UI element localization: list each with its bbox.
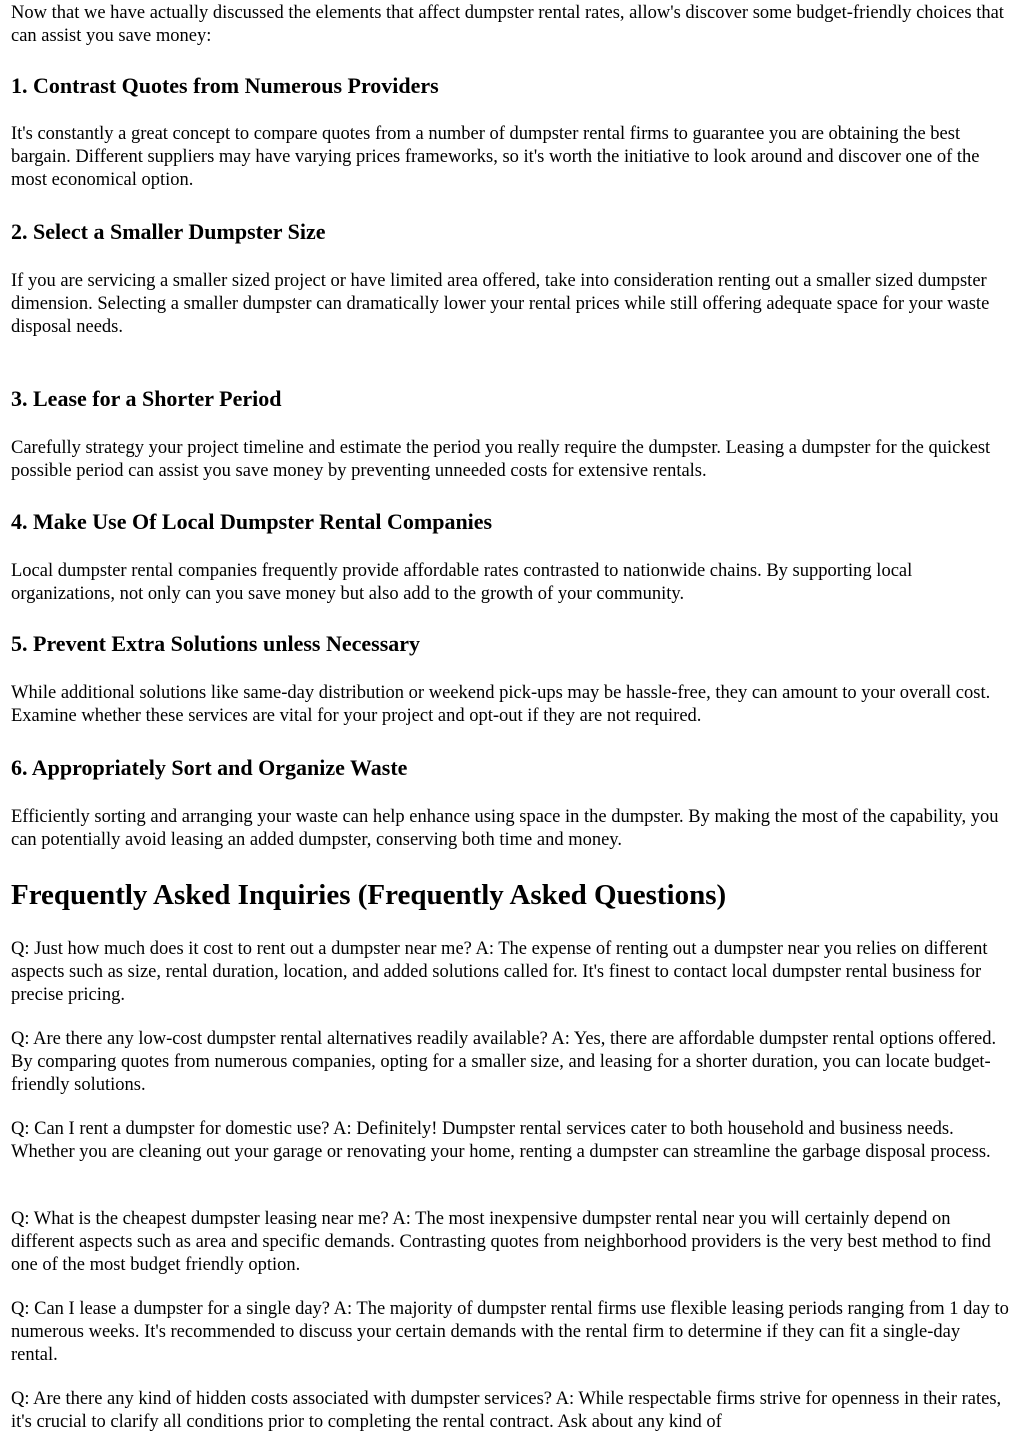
intro-paragraph: Now that we have actually discussed the elements that affect dumpster rental rates, allow's discover some budget-friendly choices that can assist you save money:	[11, 3, 1004, 47]
faq-item-4: Q: What is the cheapest dumpster leasing near me? A: The most inexpensive dumpster rental near you will certainly depend on different aspects such as area and specific demands. Contrasting quotes from neighborhood providers is the very best method to find one of the most budget friendly option.	[11, 1209, 991, 1276]
tip-5-body: While additional solutions like same-day distribution or weekend pick-ups may be hassle-free, they can amount to your overall cost. Examine whether these services are vital for your project and opt-out if they are not required.	[11, 683, 991, 727]
tip-6-body: Efficiently sorting and arranging your waste can help enhance using space in the dumpster. By making the most of the capability, you can potentially avoid leasing an added dumpster, conserving both time and money.	[11, 807, 999, 851]
tip-2-body: If you are servicing a smaller sized project or have limited area offered, take into consideration renting out a smaller sized dumpster dimension. Selecting a smaller dumpster can dramatically lower your rental prices while still offering adequate space for your waste disposal needs.	[11, 271, 990, 338]
faq-item-3: Q: Can I rent a dumpster for domestic use? A: Definitely! Dumpster rental services cater to both household and business needs. Whether you are cleaning out your garage or renovating your home, renting a dumpster can streamline the garbage disposal process.	[11, 1119, 991, 1163]
tip-5-heading: 5. Prevent Extra Solutions unless Necessary	[11, 631, 421, 656]
tip-4-heading: 4. Make Use Of Local Dumpster Rental Companies	[11, 509, 493, 534]
tip-4-body: Local dumpster rental companies frequently provide affordable rates contrasted to nationwide chains. By supporting local organizations, not only can you save money but also add to the growth of your community.	[11, 561, 913, 605]
tip-1-heading: 1. Contrast Quotes from Numerous Providers	[11, 73, 439, 98]
tip-2-heading: 2. Select a Smaller Dumpster Size	[11, 219, 326, 244]
faq-heading: Frequently Asked Inquiries (Frequently Asked Questions)	[11, 879, 727, 911]
tip-6-heading: 6. Appropriately Sort and Organize Waste	[11, 755, 408, 780]
faq-item-6: Q: Are there any kind of hidden costs associated with dumpster services? A: While respectable firms strive for openness in their rates, it's crucial to clarify all conditions prior to completing the rental contract. Ask about any kind of	[11, 1389, 1002, 1433]
faq-item-1: Q: Just how much does it cost to rent out a dumpster near me? A: The expense of renting out a dumpster near you relies on different aspects such as size, rental duration, location, and added solutions called for. It's finest to contact local dumpster rental business for precise pricing.	[11, 939, 988, 1006]
faq-item-5: Q: Can I lease a dumpster for a single day? A: The majority of dumpster rental firms use flexible leasing periods ranging from 1 day to numerous weeks. It's recommended to discuss your certain demands with the rental firm to determine if they can fit a single-day rental.	[11, 1299, 1009, 1366]
tip-3-body: Carefully strategy your project timeline and estimate the period you really require the dumpster. Leasing a dumpster for the quickest possible period can assist you save money by preventing unneeded costs for extensive rentals.	[11, 438, 991, 482]
tip-3-heading: 3. Lease for a Shorter Period	[11, 386, 282, 411]
tip-1-body: It's constantly a great concept to compare quotes from a number of dumpster rental firms to guarantee you are obtaining the best bargain. Different suppliers may have varying prices frameworks, so it's worth the initiative to look around and discover one of the most economical option.	[11, 124, 980, 191]
faq-item-2: Q: Are there any low-cost dumpster rental alternatives readily available? A: Yes, there are affordable dumpster rental options offered. By comparing quotes from numerous companies, opting for a smaller size, and leasing for a shorter duration, you can locate budget-friendly solutions.	[11, 1029, 997, 1096]
